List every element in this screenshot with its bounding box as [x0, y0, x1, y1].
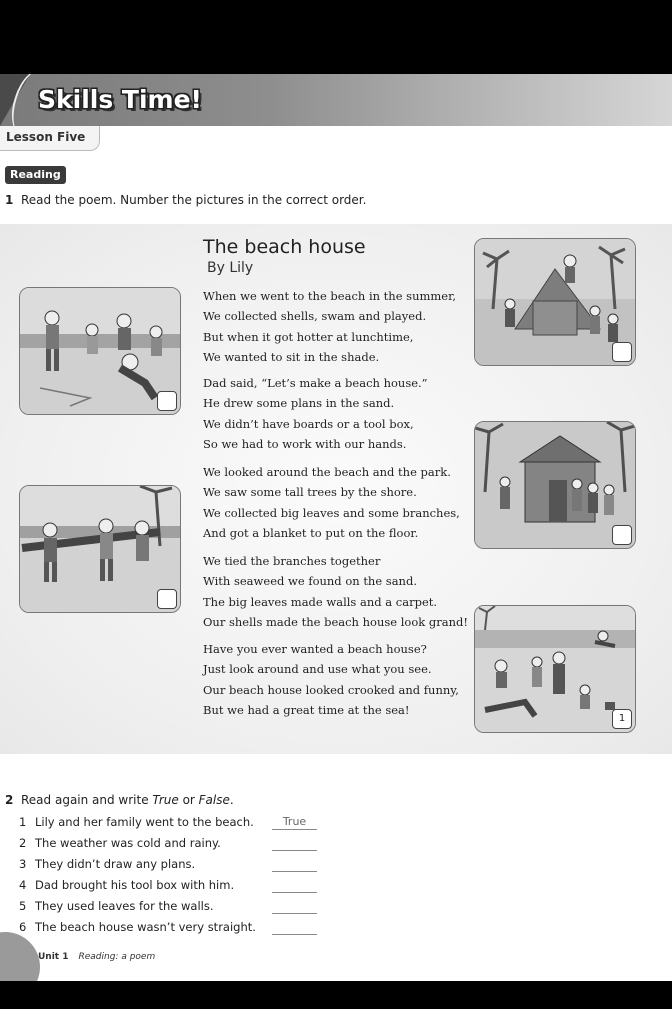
question-text: The weather was cold and rainy.	[35, 836, 221, 850]
question-number: 1	[19, 815, 27, 829]
poem-title: The beach house	[203, 236, 366, 258]
answer-field[interactable]: True	[272, 815, 317, 830]
question-number: 4	[19, 878, 27, 892]
picture-number-box[interactable]	[157, 391, 177, 411]
answer-field[interactable]	[272, 836, 317, 851]
instruction-true: True	[152, 793, 179, 807]
poem-line: But when it got hotter at lunchtime,	[203, 329, 414, 344]
question-text: They used leaves for the walls.	[35, 899, 214, 913]
poem-line: We collected big leaves and some branches,	[203, 505, 460, 520]
question-text: The beach house wasn’t very straight.	[35, 920, 256, 934]
footer-unit: Unit 1	[38, 952, 69, 962]
instruction-text: Read again and write	[21, 793, 153, 807]
instruction-period: .	[229, 793, 234, 807]
branches-illustration	[20, 486, 180, 612]
answer-field[interactable]	[272, 878, 317, 893]
question-row	[19, 857, 195, 871]
poem-line: We tied the branches together	[203, 554, 381, 568]
picture-number-box[interactable]	[157, 589, 177, 609]
question-number: 2	[19, 836, 27, 850]
lesson-tab	[0, 126, 100, 151]
poem-stanza	[203, 462, 460, 543]
poem-line: But we had a great time at the sea!	[203, 702, 410, 717]
picture-drawing-plans	[19, 287, 181, 415]
poem-stanza	[203, 286, 456, 367]
question-row	[19, 878, 234, 892]
lesson-label: Lesson Five	[6, 130, 86, 144]
poem-stanza	[203, 551, 468, 632]
answer-field[interactable]	[272, 899, 317, 914]
poem-line: We wanted to sit in the shade.	[203, 349, 380, 364]
workbook-page	[0, 74, 672, 981]
poem-line: He drew some plans in the sand.	[203, 396, 395, 411]
poem-line: When we went to the beach in the summer,	[203, 289, 456, 303]
finished-hut-illustration	[475, 422, 635, 548]
picture-carrying-branches	[19, 485, 181, 613]
reading-label: Reading	[5, 166, 66, 184]
poem-stanza	[203, 639, 459, 720]
answer-field[interactable]	[272, 920, 317, 935]
footer-topic: Reading: a poem	[78, 952, 156, 962]
poem-line: Have you ever wanted a beach house?	[203, 642, 427, 656]
poem-line: So we had to work with our hands.	[203, 436, 407, 451]
poem-line: We collected shells, swam and played.	[203, 309, 427, 324]
hut-illustration	[475, 239, 635, 365]
page-footer	[38, 952, 155, 962]
question-text: They didn’t draw any plans.	[35, 857, 196, 871]
instruction-false: False	[198, 793, 230, 807]
poem-line: We looked around the beach and the park.	[203, 465, 451, 479]
poem-line: Our shells made the beach house look grand!	[203, 614, 468, 629]
question-text: Lily and her family went to the beach.	[35, 815, 254, 829]
picture-number-box[interactable]	[612, 525, 632, 545]
poem-author: By Lily	[207, 260, 254, 276]
question-number: 6	[19, 920, 27, 934]
page-corner-decoration	[0, 932, 40, 981]
poem-line: Just look around and use what you see.	[203, 662, 432, 677]
poem-stanza	[203, 373, 428, 454]
poem-line: Our beach house looked crooked and funny,	[203, 682, 459, 697]
plans-illustration	[20, 288, 180, 414]
question-row	[19, 836, 221, 850]
picture-beach-play	[474, 605, 636, 733]
question-row	[19, 899, 214, 913]
exercise-1-number: 1	[5, 193, 14, 207]
question-number: 3	[19, 857, 27, 871]
header-banner	[0, 74, 672, 126]
picture-number-box[interactable]: 1	[612, 709, 632, 729]
question-text: Dad brought his tool box with him.	[35, 878, 235, 892]
exercise-1-instruction: Read the poem. Number the pictures in the correct order.	[21, 193, 367, 207]
poem-line: And got a blanket to put on the floor.	[203, 525, 419, 540]
question-row	[19, 815, 254, 829]
answer-field[interactable]	[272, 857, 317, 872]
page-title: Skills Time!	[38, 85, 202, 114]
picture-finished-hut	[474, 421, 636, 549]
exercise-2-number: 2	[5, 793, 14, 807]
poem-line: With seaweed we found on the sand.	[203, 574, 417, 589]
poem-line: Dad said, “Let’s make a beach house.”	[203, 376, 428, 390]
poem-line: We saw some tall trees by the shore.	[203, 485, 417, 500]
beach-illustration	[475, 606, 635, 732]
poem-line: We didn’t have boards or a tool box,	[203, 416, 414, 431]
instruction-or: or	[178, 793, 199, 807]
picture-number-box[interactable]	[612, 342, 632, 362]
exercise-2-instruction	[21, 793, 234, 807]
question-row	[19, 920, 256, 934]
poem-line: The big leaves made walls and a carpet.	[203, 594, 438, 609]
question-number: 5	[19, 899, 27, 913]
picture-building-hut	[474, 238, 636, 366]
